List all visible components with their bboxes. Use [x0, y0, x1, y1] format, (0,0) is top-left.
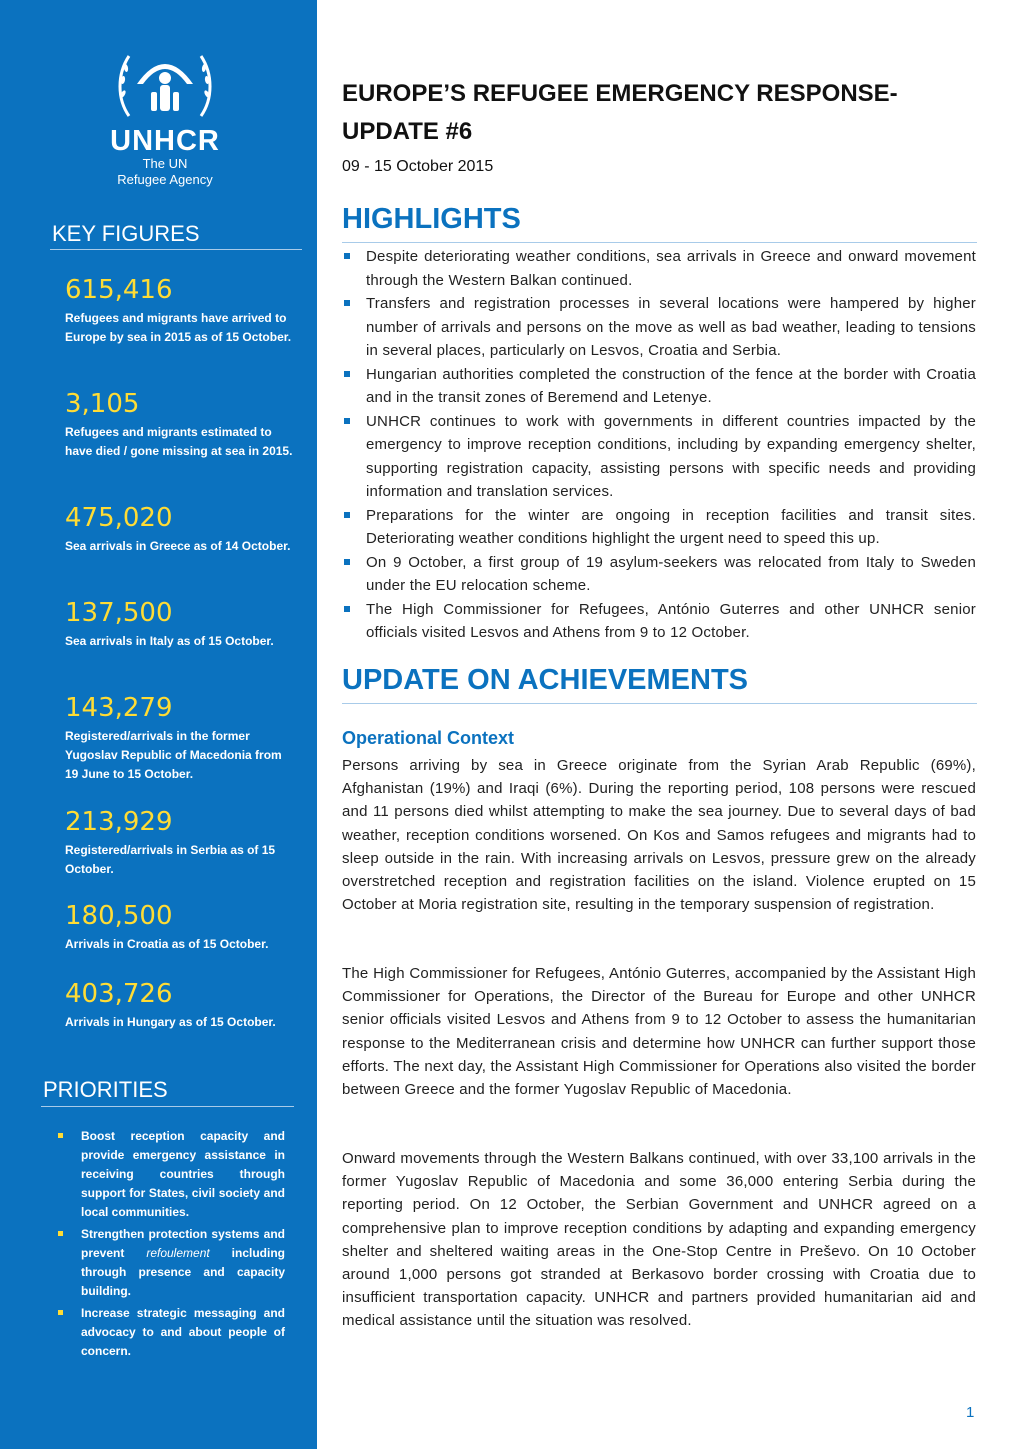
bullet-square-icon — [344, 606, 350, 612]
key-figure — [65, 693, 295, 784]
sidebar — [0, 0, 317, 1449]
highlight-text: The High Commissioner for Refugees, António Guterres and other UNHCR senior officials visited Lesvos and Athens from 9 to 12 October. — [366, 600, 976, 641]
bullet-square-icon — [344, 371, 350, 377]
priorities-list — [55, 1127, 285, 1361]
figure-description: Registered/arrivals in the former Yugoslav Republic of Macedonia from 19 June to 15 October. — [65, 729, 282, 781]
priority-text-before: Strengthen protection systems and prevent — [81, 1227, 285, 1260]
priority-item — [55, 1127, 285, 1222]
title-line-1: EUROPE’S REFUGEE EMERGENCY RESPONSE- — [342, 80, 898, 107]
highlight-item — [342, 245, 976, 292]
bullet-square-icon — [344, 300, 350, 306]
highlight-text: Despite deteriorating weather conditions, sea arrivals in Greece and onward movement through the Western Balkan continued. — [366, 248, 976, 289]
key-figure — [65, 901, 295, 954]
title-line-2: UPDATE #6 — [342, 118, 473, 145]
bullet-square-icon — [344, 512, 350, 518]
highlight-text: Transfers and registration processes in several locations were hampered by higher number of arrivals and persons on the move as well as bad weather, leading to tensions in several places, particularly on Lesvos, Croatia and Serbia. — [366, 295, 976, 359]
figure-value: 137,500 — [65, 598, 173, 628]
priority-text-emphasis: refoulement — [146, 1246, 210, 1260]
highlight-item — [342, 292, 976, 363]
highlight-item — [342, 551, 976, 598]
key-figure — [65, 979, 295, 1032]
figure-description: Arrivals in Croatia as of 15 October. — [65, 937, 269, 951]
logo-subtitle-line-1: The UN — [142, 156, 188, 171]
report-date: 09 - 15 October 2015 — [342, 158, 494, 175]
highlight-text: UNHCR continues to work with governments in different countries impacted by the emergency to improve reception conditions, including by expanding emergency shelter, supporting registration capacity, assisting persons with specific needs and providing information and translation services. — [366, 412, 976, 500]
key-figure — [65, 598, 295, 651]
unhcr-logo — [100, 44, 230, 188]
priority-text: Boost reception capacity and provide emergency assistance in receiving countries through support for States, civil society and local communities. — [81, 1129, 285, 1219]
figure-value: 213,929 — [65, 807, 173, 837]
highlight-text: Preparations for the winter are ongoing in reception facilities and transit sites. Deteriorating weather conditions highlight the urgent need to speed this up. — [366, 506, 976, 547]
highlight-item — [342, 598, 976, 645]
body-paragraph: Persons arriving by sea in Greece originate from the Syrian Arab Republic (69%), Afghanistan (19%) and Iraqi (6%). During the reporting period, 108 persons were rescued and 11 persons died whilst attempting to make the sea journey. Due to several days of bad weather, reception conditions worsened. On Kos and Samos refugees and migrants had to sleep outside in the rain. With increasing arrivals on Lesvos, pressure grew on the already overstretched reception and registration facilities on the island. Violence erupted on 15 October at Moria registration site, resulting in the temporary suspension of registration. — [342, 757, 976, 914]
key-figure — [65, 389, 295, 461]
highlights-rule — [342, 242, 977, 243]
key-figure — [65, 503, 295, 556]
key-figure — [65, 275, 295, 347]
logo-subtitle-line-2: Refugee Agency — [117, 172, 213, 187]
key-figure — [65, 807, 295, 879]
bullet-square-icon — [58, 1310, 63, 1315]
figure-description: Refugees and migrants have arrived to Europe by sea in 2015 as of 15 October. — [65, 311, 292, 344]
bullet-square-icon — [58, 1133, 63, 1138]
key-figures-title: KEY FIGURES — [52, 221, 200, 246]
figure-description: Sea arrivals in Italy as of 15 October. — [65, 634, 274, 648]
operational-context-heading: Operational Context — [342, 728, 515, 748]
figure-value: 143,279 — [65, 693, 173, 723]
body-paragraph: Onward movements through the Western Balkans continued, with over 33,100 arrivals in the former Yugoslav Republic of Macedonia and some 36,000 entering Serbia during the reporting period. On 12 October, the Serbian Government and UNHCR agreed on a comprehensive plan to improve reception conditions by adapting and expanding emergency shelter and sheltered waiting areas in the One-Stop Centre in Preševo. On 10 October around 1,000 persons got stranded at Berkasovo border crossing with Croatia due to insufficient transportation capacity. UNHCR and partners provided humanitarian aid and medical assistance until the situation was resolved. — [342, 1150, 976, 1330]
page-number: 1 — [966, 1404, 975, 1421]
priority-text-after: including through presence and capacity building. — [81, 1246, 285, 1298]
highlight-text: On 9 October, a first group of 19 asylum-seekers was relocated from Italy to Sweden under the EU relocation scheme. — [366, 553, 976, 594]
bullet-square-icon — [344, 418, 350, 424]
key-figures-rule — [50, 249, 302, 250]
highlight-text: Hungarian authorities completed the construction of the fence at the border with Croatia and in the transit zones of Beremend and Letenye. — [366, 365, 976, 406]
achievements-rule — [342, 703, 977, 704]
achievements-heading: UPDATE ON ACHIEVEMENTS — [342, 664, 749, 696]
bullet-square-icon — [344, 559, 350, 565]
bullet-square-icon — [344, 253, 350, 259]
body-paragraph: The High Commissioner for Refugees, António Guterres, accompanied by the Assistant High Commissioner for Operations, the Director of the Bureau for Europe and other UNHCR senior officials visited Lesvos and Athens from 9 to 12 October to assess the humanitarian response to the Mediterranean crisis and determine how UNHCR can further support those efforts. The next day, the Assistant High Commissioner for Operations also visited the border between Greece and the former Yugoslav Republic of Macedonia. — [342, 965, 976, 1099]
figure-description: Sea arrivals in Greece as of 14 October. — [65, 539, 291, 553]
document-title — [342, 75, 982, 151]
priorities-rule — [41, 1106, 294, 1107]
highlight-item — [342, 363, 976, 410]
highlights-list — [342, 245, 976, 645]
logo-wordmark: UNHCR — [110, 125, 220, 157]
priority-item — [55, 1225, 285, 1301]
highlight-item — [342, 410, 976, 504]
figure-value: 615,416 — [65, 275, 173, 305]
unhcr-emblem-icon — [115, 44, 215, 124]
highlights-heading: HIGHLIGHTS — [342, 203, 521, 235]
priority-text: Increase strategic messaging and advocacy to and about people of concern. — [81, 1306, 285, 1358]
bullet-square-icon — [58, 1231, 63, 1236]
figure-value: 403,726 — [65, 979, 173, 1009]
figure-description: Refugees and migrants estimated to have died / gone missing at sea in 2015. — [65, 425, 293, 458]
figure-value: 3,105 — [65, 389, 140, 419]
figure-value: 475,020 — [65, 503, 173, 533]
figure-value: 180,500 — [65, 901, 173, 931]
figure-description: Arrivals in Hungary as of 15 October. — [65, 1015, 276, 1029]
priority-item — [55, 1304, 285, 1361]
priorities-title: PRIORITIES — [43, 1077, 168, 1102]
highlight-item — [342, 504, 976, 551]
figure-description: Registered/arrivals in Serbia as of 15 October. — [65, 843, 276, 876]
